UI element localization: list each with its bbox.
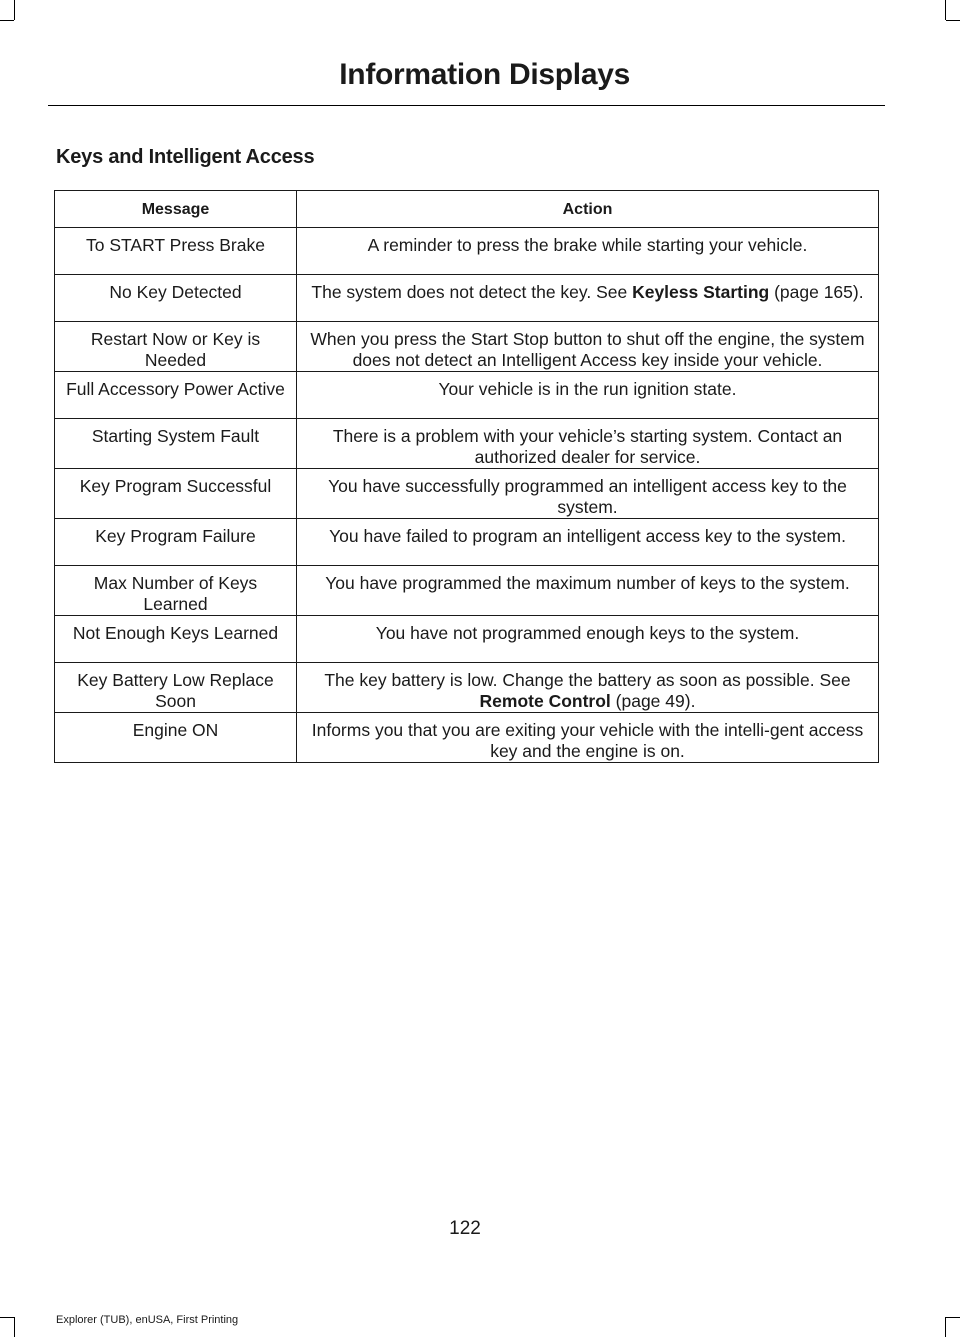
cross-reference: Remote Control (479, 691, 611, 711)
action-cell (297, 275, 879, 322)
crop-mark (14, 0, 15, 20)
crop-mark (0, 1317, 14, 1318)
page-header-title: Information Displays (339, 58, 630, 91)
messages-table (54, 190, 879, 763)
message-cell: Starting System Fault (55, 419, 297, 469)
action-text: The system does not detect the key. See (311, 282, 633, 302)
action-text: (page 165). (769, 282, 864, 302)
action-cell (297, 322, 879, 372)
message-cell: Key Battery Low Replace Soon (55, 663, 297, 713)
action-cell (297, 519, 879, 566)
table-row (55, 713, 879, 763)
crop-mark (945, 1317, 946, 1337)
action-cell (297, 663, 879, 713)
action-text: There is a problem with your vehicle’s starting system. Contact an authorized dealer for service. (332, 426, 843, 467)
table-header-row (55, 191, 879, 228)
action-cell (297, 469, 879, 519)
action-cell (297, 713, 879, 763)
action-cell (297, 419, 879, 469)
action-text: You have failed to program an intelligent access key to the system. (329, 526, 846, 546)
crop-mark (946, 1317, 960, 1318)
column-header-message: Message (55, 191, 297, 228)
table-row (55, 566, 879, 616)
table-row (55, 519, 879, 566)
message-cell: To START Press Brake (55, 228, 297, 275)
crop-mark (14, 1317, 15, 1337)
page-number: 122 (449, 1218, 481, 1239)
header-divider (48, 105, 885, 106)
action-text: The key battery is low. Change the battery as soon as possible. See (324, 670, 851, 690)
action-text: (page 49). (610, 691, 696, 711)
table-row (55, 616, 879, 663)
action-text: You have successfully programmed an intelligent access key to the system. (328, 476, 847, 517)
message-cell: Key Program Successful (55, 469, 297, 519)
action-cell (297, 566, 879, 616)
message-cell: Engine ON (55, 713, 297, 763)
action-text: Your vehicle is in the run ignition state. (438, 379, 737, 399)
action-text: You have programmed the maximum number of keys to the system. (325, 573, 850, 593)
table-row (55, 419, 879, 469)
cross-reference: Keyless Starting (632, 282, 770, 302)
action-cell (297, 616, 879, 663)
table-row (55, 469, 879, 519)
crop-mark (945, 0, 946, 20)
table-row (55, 275, 879, 322)
table-row (55, 372, 879, 419)
message-cell: Restart Now or Key is Needed (55, 322, 297, 372)
action-cell (297, 372, 879, 419)
column-header-action: Action (297, 191, 879, 228)
table-row (55, 663, 879, 713)
crop-mark (946, 20, 960, 21)
message-cell: Not Enough Keys Learned (55, 616, 297, 663)
action-text: You have not programmed enough keys to the system. (375, 623, 800, 643)
crop-mark (0, 20, 14, 21)
message-cell: No Key Detected (55, 275, 297, 322)
action-text: When you press the Start Stop button to shut off the engine, the system does not detect an Intelligent Access key inside your vehicle. (310, 329, 865, 370)
footer-edition: Explorer (TUB), enUSA, First Printing (56, 1314, 239, 1326)
action-text: Informs you that you are exiting your vehicle with the intelli-gent access key and the engine is on. (311, 720, 864, 761)
section-title: Keys and Intelligent Access (56, 146, 315, 168)
table-row (55, 228, 879, 275)
action-text: A reminder to press the brake while starting your vehicle. (367, 235, 808, 255)
table-row (55, 322, 879, 372)
message-cell: Full Accessory Power Active (55, 372, 297, 419)
message-cell: Key Program Failure (55, 519, 297, 566)
action-cell (297, 228, 879, 275)
message-cell: Max Number of Keys Learned (55, 566, 297, 616)
